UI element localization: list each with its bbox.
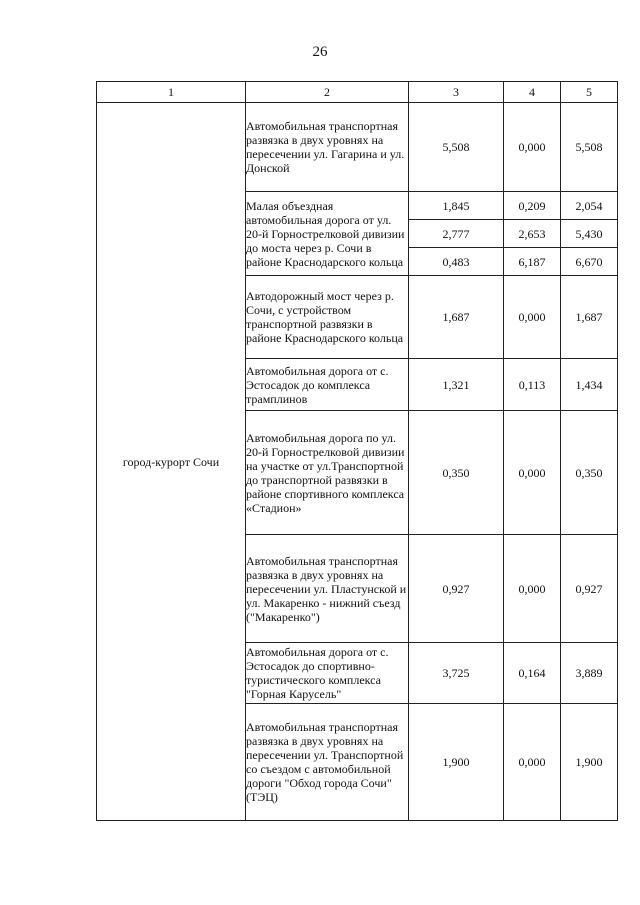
value-col-3: 0,483	[409, 248, 504, 276]
road-name-cell: Автомобильная дорога от с. Эстосадок до спортивно-туристического комплекса "Горная Карусель"	[246, 643, 409, 704]
road-name-cell: Малая объездная автомобильная дорога от ул. 20-й Горнострелковой дивизии до моста через р. Сочи в районе Краснодарского кольца	[246, 192, 409, 276]
header-col-1: 1	[97, 82, 246, 103]
value-col-5: 2,054	[561, 192, 618, 220]
value-col-3: 3,725	[409, 643, 504, 704]
value-col-4: 0,209	[504, 192, 561, 220]
value-col-4: 0,113	[504, 359, 561, 411]
value-col-3: 5,508	[409, 103, 504, 192]
value-col-3: 1,845	[409, 192, 504, 220]
value-col-5: 1,434	[561, 359, 618, 411]
value-col-3: 1,900	[409, 704, 504, 821]
header-col-5: 5	[561, 82, 618, 103]
road-name-cell: Автомобильная транспортная развязка в двух уровнях на пересечении ул. Транспортной со съездом с автомобильной дороги "Обход города Сочи" (ТЭЦ)	[246, 704, 409, 821]
value-col-5: 1,687	[561, 276, 618, 359]
value-col-5: 0,350	[561, 411, 618, 535]
value-col-4: 2,653	[504, 220, 561, 248]
value-col-3: 0,927	[409, 535, 504, 643]
value-col-4: 0,000	[504, 103, 561, 192]
table-row	[97, 103, 618, 192]
value-col-4: 0,000	[504, 276, 561, 359]
value-col-3: 1,687	[409, 276, 504, 359]
header-row	[97, 82, 618, 103]
road-name-cell: Автомобильная дорога по ул. 20-й Горнострелковой дивизии на участке от ул.Транспортной до транспортной развязки в районе спортивного комплекса «Стадион»	[246, 411, 409, 535]
road-name-cell: Автодорожный мост через р. Сочи, с устройством транспортной развязки в районе Краснодарского кольца	[246, 276, 409, 359]
value-col-5: 5,508	[561, 103, 618, 192]
header-col-2: 2	[246, 82, 409, 103]
municipality-cell: город-курорт Сочи	[97, 103, 246, 821]
road-name-cell: Автомобильная транспортная развязка в двух уровнях на пересечении ул. Пластунской и ул. Макаренко - нижний съезд ("Макаренко")	[246, 535, 409, 643]
header-col-3: 3	[409, 82, 504, 103]
value-col-4: 0,000	[504, 411, 561, 535]
value-col-3: 0,350	[409, 411, 504, 535]
header-col-4: 4	[504, 82, 561, 103]
value-col-4: 0,164	[504, 643, 561, 704]
road-name-cell: Автомобильная транспортная развязка в двух уровнях на пересечении ул. Гагарина и ул. Донской	[246, 103, 409, 192]
value-col-4: 6,187	[504, 248, 561, 276]
value-col-5: 6,670	[561, 248, 618, 276]
value-col-5: 1,900	[561, 704, 618, 821]
value-col-5: 3,889	[561, 643, 618, 704]
value-col-5: 5,430	[561, 220, 618, 248]
value-col-3: 1,321	[409, 359, 504, 411]
value-col-4: 0,000	[504, 704, 561, 821]
value-col-3: 2,777	[409, 220, 504, 248]
page-number: 26	[312, 44, 328, 60]
value-col-5: 0,927	[561, 535, 618, 643]
roads-table	[96, 81, 618, 821]
road-name-cell: Автомобильная дорога от с. Эстосадок до комплекса трамплинов	[246, 359, 409, 411]
value-col-4: 0,000	[504, 535, 561, 643]
